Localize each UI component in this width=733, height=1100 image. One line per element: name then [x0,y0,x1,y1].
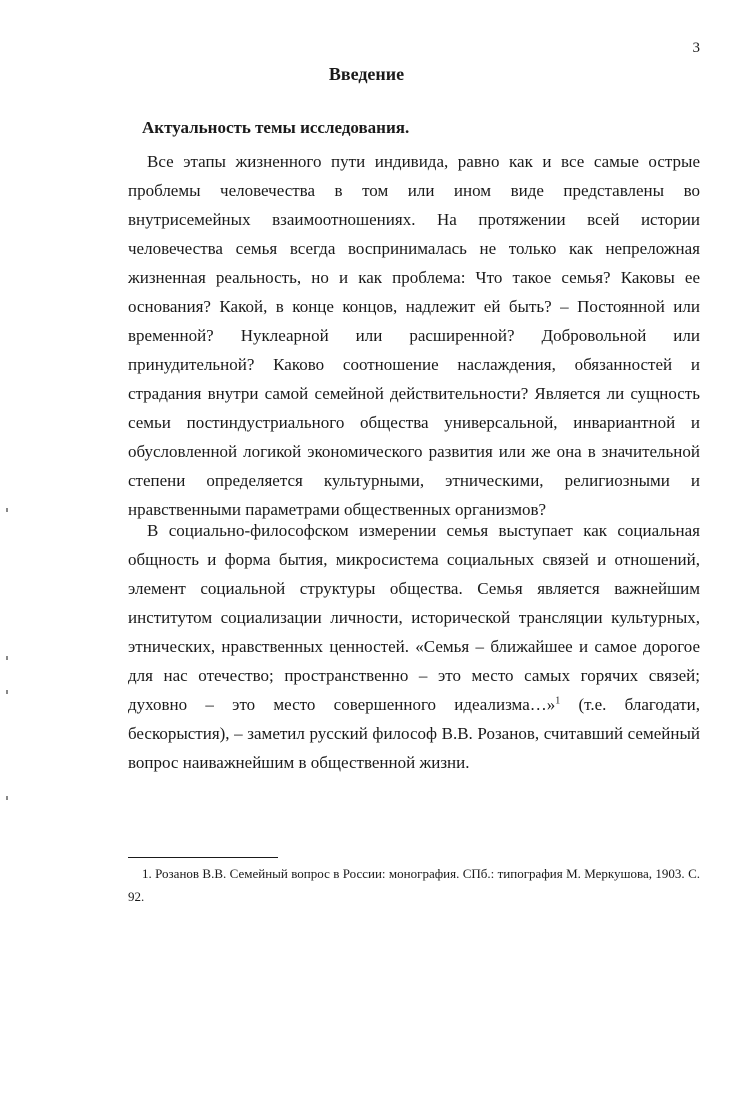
paragraph-2 [128,516,700,777]
scan-artifact [6,690,8,694]
page-title: Введение [328,64,405,84]
scan-artifact [6,656,8,660]
footnote-divider [128,857,278,858]
paragraph-2-text-start: В социально-философском измерении семья выступает как социальная общность и форма бытия, микросистема социальных связей и отношений, элемент социальной структуры общества. Семья является важнейшим институтом социализации личности, исторической трансляции культурных, этнических, нравственных ценностей. «Семья – ближайшее и самое дорогое для нас отечество; пространственно – это место самых горячих связей; духовно – это место совершенного идеализма…» [128,521,700,714]
paragraph-1: Все этапы жизненного пути индивида, равно как и все самые острые проблемы человечества в том или ином виде представлены во внутрисемейных взаимоотношениях. На протяжении всей истории человечества семья всегда воспринималась не только как непреложная жизненная реальность, но и как проблема: Что такое семья? Каковы ее основания? Какой, в конце концов, надлежит ей быть? – Постоянной или временной? Нуклеарной или расширенной? Добровольной или принудительной? Каково соотношение наслаждения, обязанностей и страдания внутри самой семейной действительности? Является ли сущность семьи постиндустриального общества универсальной, инвариантной и обусловленной логикой экономического развития или же она в значительной степени определяется культурными, этническими, религиозными и нравственными параметрами общественных организмов? [128,152,700,519]
scan-artifact [6,508,8,512]
page-number: 3 [692,40,700,56]
scan-artifact [6,796,8,800]
paragraph-2-text-end: (т.е. благодати, бескорыстия), – заметил русский философ В.В. Розанов, считавший семейный вопрос наиважнейшим в общественной жизни. [128,695,700,772]
footnote: 1. Розанов В.В. Семейный вопрос в России: монография. СПб.: типография М. Меркушова, 1903. С. 92. [128,866,700,904]
section-heading: Актуальность темы исследования. [142,118,410,137]
footnote-reference: 1 [555,695,561,707]
